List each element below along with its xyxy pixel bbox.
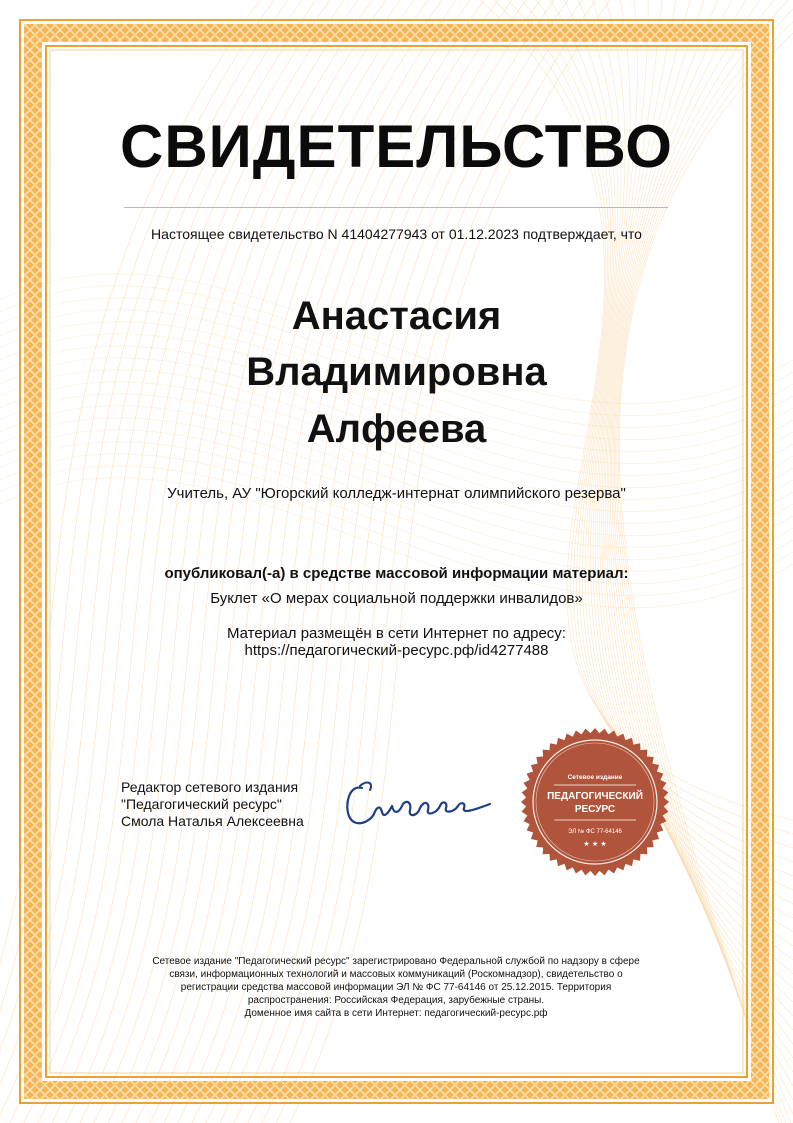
seal-stars: ★ ★ ★ bbox=[583, 840, 607, 848]
seal-serrated-edge bbox=[521, 728, 669, 876]
registration-footer bbox=[116, 955, 676, 1020]
recipient-patronymic: Владимировна bbox=[246, 350, 547, 394]
recipient-first-name: Анастасия bbox=[291, 294, 502, 338]
certificate-title: СВИДЕТЕЛЬСТВО bbox=[120, 113, 673, 180]
seal-top-text: Сетевое издание bbox=[567, 774, 623, 781]
material-title: Буклет «О мерах социальной поддержки инвалидов» bbox=[210, 590, 583, 607]
seal-main-line2: РЕСУРС bbox=[574, 804, 616, 815]
address-url: https://педагогический-ресурс.рф/id4277488 bbox=[244, 642, 549, 659]
footer-line: связи, информационных технологий и массовых коммуникаций (Роскомнадзор), свидетельство о bbox=[169, 969, 623, 980]
footer-line: распространения: Российская Федерация, зарубежные страны. bbox=[247, 995, 545, 1006]
footer-line: регистрации средства массовой информации ЭЛ № ФС 77-64146 от 25.12.2015. Территория bbox=[180, 982, 612, 993]
certificate-intro: Настоящее свидетельство N 41404277943 от 01.12.2023 подтверждает, что bbox=[151, 226, 642, 242]
recipient-position: Учитель, АУ "Югорский колледж-интернат олимпийского резерва" bbox=[167, 485, 626, 502]
editor-publication: "Педагогический ресурс" bbox=[121, 796, 282, 812]
title-divider bbox=[124, 207, 668, 208]
seal-main-line1: ПЕДАГОГИЧЕСКИЙ bbox=[547, 791, 643, 802]
publication-seal bbox=[520, 727, 670, 877]
editor-name: Смола Наталья Алексеевна bbox=[121, 813, 304, 829]
editor-signature bbox=[340, 770, 500, 840]
footer-line: Сетевое издание "Педагогический ресурс" зарегистрировано Федеральной службой по надзору в сфере bbox=[152, 956, 640, 967]
recipient-last-name: Алфеева bbox=[306, 407, 487, 451]
seal-registration: ЭЛ № ФС 77-64146 bbox=[568, 829, 622, 835]
editor-title: Редактор сетевого издания bbox=[121, 779, 299, 795]
footer-line: Доменное имя сайта в сети Интернет: педагогический-ресурс.рф bbox=[244, 1008, 548, 1019]
address-label: Материал размещён в сети Интернет по адресу: bbox=[227, 625, 566, 642]
published-label: опубликовал(-а) в средстве массовой информации материал: bbox=[164, 565, 629, 582]
